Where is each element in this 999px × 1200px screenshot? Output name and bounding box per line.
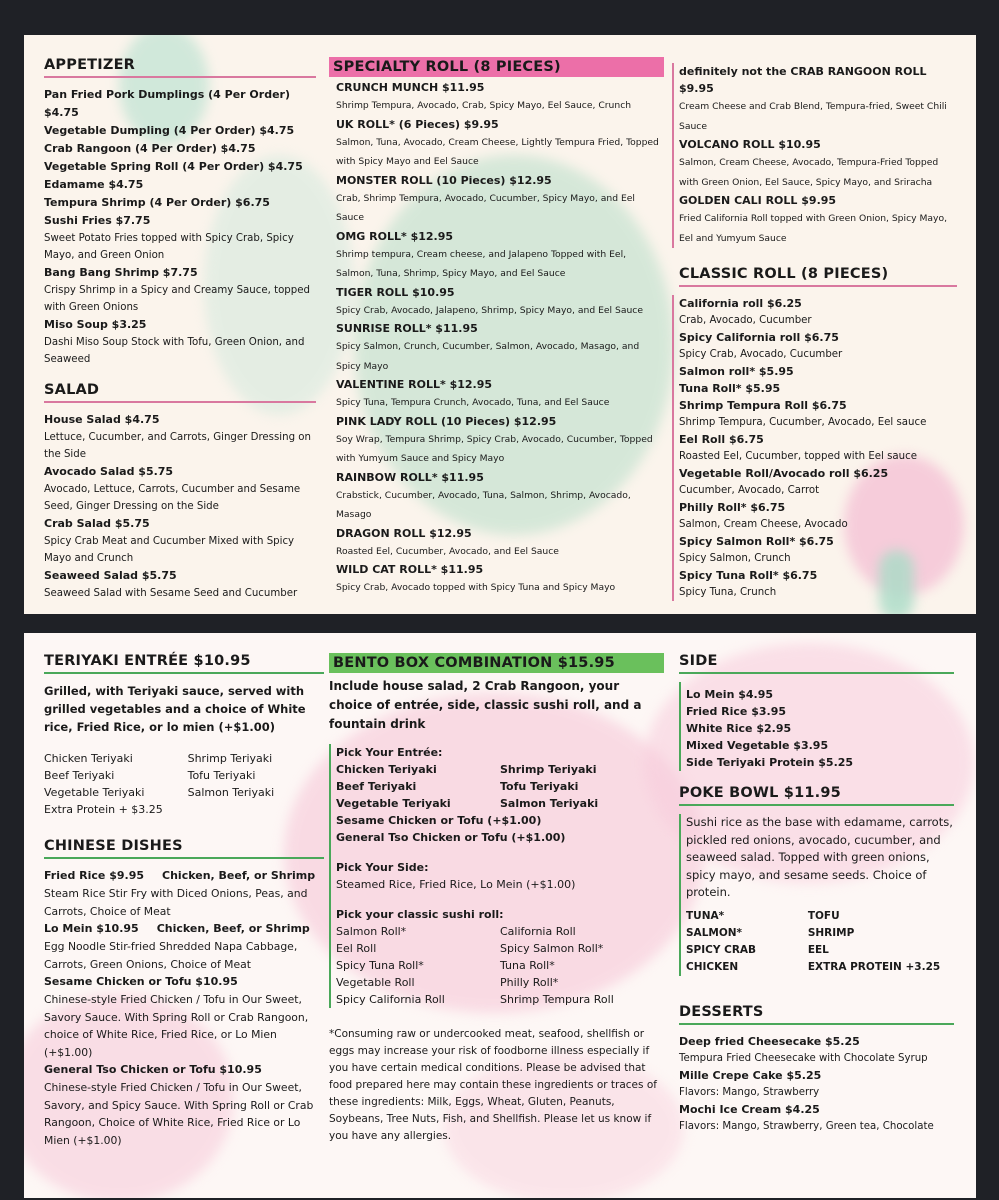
menu-item-name: Philly Roll* $6.75 [679,501,786,514]
menu-item-name: CRUNCH MUNCH $11.95 [336,81,485,94]
entree-option: Shrimp Teriyaki [500,763,597,776]
menu-item-desc: Shrimp Tempura, Avocado, Crab, Spicy Mayo, Eel Sauce, Crunch [336,100,632,111]
menu-item-desc: Spicy Crab, Avocado, Jalapeno, Shrimp, Spicy Mayo, and Eel Sauce [336,304,644,316]
menu-item-name: Deep fried Cheesecake $5.25 [679,1034,860,1048]
bento-choices [329,744,664,1008]
dish-name: General Tso Chicken or Tofu $10.95 [44,1063,262,1076]
chinese-list [44,867,324,1149]
menu-item-desc: Flavors: Mango, Strawberry [679,1086,820,1098]
side-heading: SIDE [679,653,954,674]
menu-item-desc: Spicy Salmon, Crunch, Cucumber, Salmon, Avocado, Masago, and Spicy Mayo [336,341,640,372]
teriyaki-intro: Grilled, with Teriyaki sauce, served with grilled vegetables and a choice of White rice, Fried Rice, or lo mien (+$1.00) [44,684,306,734]
menu-item-desc: Crabstick, Cucumber, Avocado, Tuna, Salmon, Shrimp, Avocado, Masago [336,489,631,520]
menu-item-name: Spicy Tuna Roll* $6.75 [679,569,818,582]
appetizer-list [44,86,316,368]
menu-item-name: definitely not the CRAB RANGOON ROLL $9.95 [679,65,927,95]
dessert-list [679,1033,954,1135]
roll-option: Philly Roll* [500,976,559,989]
menu-item-desc: Chinese-style Fried Chicken / Tofu in Our Sweet, Savory Sauce. With Spring Roll or Crab Rangoon, choice of White Rice, Fried Rice, or Lo Mien (+$1.00) [44,993,309,1059]
roll-option: California Roll [500,925,576,938]
teriyaki-option: Tofu Teriyaki [187,769,256,782]
menu-item-name: Vegetable Roll/Avocado roll $6.25 [679,467,889,480]
menu-item-desc: Spicy Tuna, Crunch [679,587,777,598]
menu-item-name: Spicy California roll $6.75 [679,331,839,344]
menu-item-name: VOLCANO ROLL $10.95 [679,138,821,151]
menu-item-name: Avocado Salad $5.75 [44,465,174,478]
desserts-heading: DESSERTS [679,1004,954,1025]
menu-item-desc: Crab, Avocado, Cucumber [679,315,812,326]
specialty-heading: SPECIALTY ROLL (8 PIECES) [329,57,664,77]
menu-item-name: Vegetable Dumpling (4 Per Order) $4.75 [44,124,295,137]
menu-item-name: SUNRISE ROLL* $11.95 [336,322,478,335]
protein-option: EXTRA PROTEIN +3.25 [807,960,941,973]
protein-option: TOFU [807,909,840,922]
menu-item-desc: Chinese-style Fried Chicken / Tofu in Our Sweet, Savory, and Spicy Sauce. With Spring Roll or Crab Rangoon, Choice of White Rice, Fried Rice or Lo Mien (+$1.00) [44,1081,314,1147]
roll-option: Tuna Roll* [500,959,555,972]
menu-item-desc: Crispy Shrimp in a Spicy and Creamy Sauce, topped with Green Onions [44,285,310,313]
menu-item-name: Mochi Ice Cream $4.25 [679,1102,820,1116]
menu-item-desc: Spicy Salmon, Crunch [679,553,791,564]
roll-option: Shrimp Tempura Roll [500,993,614,1006]
menu-item-name: Sushi Fries $7.75 [44,214,151,227]
menu-item-desc: Salmon, Cream Cheese, Avocado [679,519,848,530]
menu-item-desc: Soy Wrap, Tempura Shrimp, Spicy Crab, Avocado, Cucumber, Topped with Yumyum Sauce and Spicy Mayo [336,433,653,464]
roll-option: Spicy Tuna Roll* [336,959,424,972]
menu-panel-entrees [24,633,976,1198]
side-list [679,682,954,771]
teriyaki-option: Extra Protein + $3.25 [44,803,163,816]
menu-item-name: Crab Rangoon (4 Per Order) $4.75 [44,142,256,155]
entree-option: Sesame Chicken or Tofu (+$1.00) [336,814,542,827]
protein-option: SHRIMP [807,926,855,939]
roll-option: Spicy Salmon Roll* [500,942,604,955]
menu-item-desc: Salmon, Tuna, Avocado, Cream Cheese, Lightly Tempura Fried, Topped with Spicy Mayo and Eel Sauce [336,136,659,167]
menu-item-name: Salmon roll* $5.95 [679,365,794,378]
chinese-heading: CHINESE DISHES [44,838,324,859]
entree-option: Salmon Teriyaki [500,797,599,810]
menu-item-desc: Avocado, Lettuce, Carrots, Cucumber and Sesame Seed, Ginger Dressing on the Side [44,484,301,512]
specialty-continued-list [672,63,957,248]
protein-option: CHICKEN [686,960,739,973]
teriyaki-option: Chicken Teriyaki [44,752,133,765]
menu-item-desc: Shrimp Tempura, Cucumber, Avocado, Eel sauce [679,417,927,428]
menu-item-desc: Shrimp tempura, Cream cheese, and Jalapeno Topped with Eel, Salmon, Tuna, Shrimp, Spicy Mayo, and Eel Sauce [336,248,627,279]
menu-item-name: UK ROLL* (6 Pieces) $9.95 [336,117,499,131]
menu-item-name: Mille Crepe Cake $5.25 [679,1068,822,1082]
menu-item-desc: Seaweed Salad with Sesame Seed and Cucumber [44,588,298,599]
roll-option: Salmon Roll* [336,925,407,938]
dish-options: Chicken, Beef, or Shrimp [156,922,310,935]
menu-item-name: Crab Salad $5.75 [44,517,150,530]
menu-item-name [44,973,324,991]
menu-item-name: Bang Bang Shrimp $7.75 [44,266,198,279]
side-item: Fried Rice $3.95 [686,705,787,718]
dish-name: Lo Mein $10.95 [44,922,139,935]
menu-item-desc: Spicy Crab Meat and Cucumber Mixed with Spicy Mayo and Crunch [44,536,295,564]
menu-item-desc: Fried California Roll topped with Green Onion, Spicy Mayo, Eel and Yumyum Sauce [679,213,948,244]
poke-body [679,814,954,976]
menu-item-name [44,1061,324,1079]
side-item: Lo Mein $4.95 [686,688,774,701]
appetizer-salad-column [44,57,316,602]
teriyaki-option: Salmon Teriyaki [187,786,275,799]
menu-item-desc: Steam Rice Stir Fry with Diced Onions, Peas, and Carrots, Choice of Meat [44,887,308,918]
teriyaki-chinese-column [44,653,324,1149]
allergy-disclaimer: *Consuming raw or undercooked meat, seafood, shellfish or eggs may increase your risk of foodborne illness especially if you have certain medical conditions. Please be advised that food prepared here may contain these ingredients or traces of these ingredients: Milk, Eggs, Wheat, Gluten, Peanuts, Soybeans, Tree Nuts, Fish, and Shellfish. Please let us know if you have any allergies. [329,1028,657,1142]
salad-list [44,411,316,602]
teriyaki-options [44,750,324,818]
menu-item-name [44,920,324,938]
menu-item-desc: Spicy Tuna, Tempura Crunch, Avocado, Tuna, and Eel Sauce [336,397,610,408]
specialty-list [329,79,664,598]
roll-option: Vegetable Roll [336,976,415,989]
menu-item-name: TIGER ROLL $10.95 [336,285,455,299]
teriyaki-option: Vegetable Teriyaki [44,786,145,799]
entree-option: General Tso Chicken or Tofu (+$1.00) [336,831,566,844]
roll-option: Eel Roll [336,942,377,955]
menu-item-name: California roll $6.25 [679,297,802,310]
menu-item-name: House Salad $4.75 [44,413,160,426]
menu-item-desc: Sweet Potato Fries topped with Spicy Crab, Spicy Mayo, and Green Onion [44,233,294,261]
menu-item-name: OMG ROLL* $12.95 [336,229,454,243]
dish-name: Sesame Chicken or Tofu $10.95 [44,975,238,988]
protein-option: TUNA* [686,909,725,922]
menu-item-name: Tempura Shrimp (4 Per Order) $6.75 [44,196,270,209]
menu-item-desc: Cream Cheese and Crab Blend, Tempura-fried, Sweet Chili Sauce [679,101,947,132]
entree-option: Tofu Teriyaki [500,780,579,793]
poke-heading: POKE BOWL $11.95 [679,785,954,806]
dish-options: Chicken, Beef, or Shrimp [162,869,316,882]
poke-intro: Sushi rice as the base with edamame, carrots, pickled red onions, avocado, cucumber, and seaweed salad. Topped with green onions, spicy mayo, and sesame seeds. Choice of protein. [686,815,953,899]
menu-item-name: DRAGON ROLL $12.95 [336,526,472,540]
menu-panel-sushi [24,35,976,614]
salad-heading: SALAD [44,382,316,403]
menu-item-name: Shrimp Tempura Roll $6.75 [679,399,847,412]
teriyaki-heading: TERIYAKI ENTRÉE $10.95 [44,653,324,674]
specialty-column [329,57,664,598]
menu-item-desc: Spicy Crab, Avocado, Cucumber [679,349,843,360]
side-poke-dessert-column [679,653,954,1135]
menu-item-name: Vegetable Spring Roll (4 Per Order) $4.75 [44,160,303,173]
side-text: Steamed Rice, Fried Rice, Lo Mein (+$1.00) [336,878,576,891]
side-item: White Rice $2.95 [686,722,792,735]
menu-item-name: Tuna Roll* $5.95 [679,382,781,395]
menu-item-name: RAINBOW ROLL* $11.95 [336,470,484,484]
roll-option: Spicy California Roll [336,993,445,1006]
menu-item-name: WILD CAT ROLL* $11.95 [336,563,484,576]
protein-option: SPICY CRAB [686,943,757,956]
menu-item-desc: Tempura Fried Cheesecake with Chocolate Syrup [679,1052,928,1064]
menu-item-name [44,867,324,885]
menu-item-desc: Dashi Miso Soup Stock with Tofu, Green Onion, and Seaweed [44,337,305,365]
menu-item-desc: Spicy Crab, Avocado topped with Spicy Tuna and Spicy Mayo [336,582,616,593]
menu-item-desc: Roasted Eel, Cucumber, topped with Eel sauce [679,451,917,462]
menu-item-desc: Cucumber, Avocado, Carrot [679,485,820,496]
bento-column [329,653,664,1145]
bento-heading: BENTO BOX COMBINATION $15.95 [329,653,664,673]
menu-item-name: Spicy Salmon Roll* $6.75 [679,535,834,548]
entree-option: Chicken Teriyaki [336,763,437,776]
side-item: Side Teriyaki Protein $5.25 [686,756,854,769]
appetizer-heading: APPETIZER [44,57,316,78]
menu-item-name: VALENTINE ROLL* $12.95 [336,378,493,391]
classic-heading: CLASSIC ROLL (8 PIECES) [679,266,957,287]
menu-item-desc: Egg Noodle Stir-fried Shredded Napa Cabbage, Carrots, Green Onions, Choice of Meat [44,940,298,971]
teriyaki-option: Shrimp Teriyaki [187,752,273,765]
menu-item-name: Miso Soup $3.25 [44,318,147,331]
menu-item-name: Seaweed Salad $5.75 [44,569,177,582]
side-item: Mixed Vegetable $3.95 [686,739,829,752]
classic-list [672,295,957,601]
classic-column [672,63,957,601]
dish-name: Fried Rice $9.95 [44,869,145,882]
menu-item-desc: Lettuce, Cucumber, and Carrots, Ginger Dressing on the Side [44,432,311,460]
menu-item-name: Edamame $4.75 [44,178,144,191]
menu-item-desc: Roasted Eel, Cucumber, Avocado, and Eel Sauce [336,545,559,557]
menu-item-name: Pan Fried Pork Dumplings (4 Per Order) $4.75 [44,88,290,119]
roll-label: Pick your classic sushi roll: [336,908,504,921]
entree-option: Vegetable Teriyaki [336,797,451,810]
teriyaki-option: Beef Teriyaki [44,769,115,782]
menu-item-name: GOLDEN CALI ROLL $9.95 [679,194,837,207]
protein-option: SALMON* [686,926,743,939]
bento-intro: Include house salad, 2 Crab Rangoon, your choice of entrée, side, classic sushi roll, and a fountain drink [329,679,642,731]
menu-item-desc: Flavors: Mango, Strawberry, Green tea, Chocolate [679,1120,934,1132]
side-label: Pick Your Side: [336,861,429,874]
menu-item-name: Eel Roll $6.75 [679,433,764,446]
menu-item-desc: Salmon, Cream Cheese, Avocado, Tempura-Fried Topped with Green Onion, Eel Sauce, Spicy Mayo, and Sriracha [679,157,939,188]
protein-option: EEL [807,943,829,956]
entree-option: Beef Teriyaki [336,780,417,793]
menu-item-desc: Crab, Shrimp Tempura, Avocado, Cucumber, Spicy Mayo, and Eel Sauce [336,192,635,223]
menu-item-name: MONSTER ROLL (10 Pieces) $12.95 [336,173,552,187]
menu-item-name: PINK LADY ROLL (10 Pieces) $12.95 [336,414,557,428]
entree-label: Pick Your Entrée: [336,746,443,759]
